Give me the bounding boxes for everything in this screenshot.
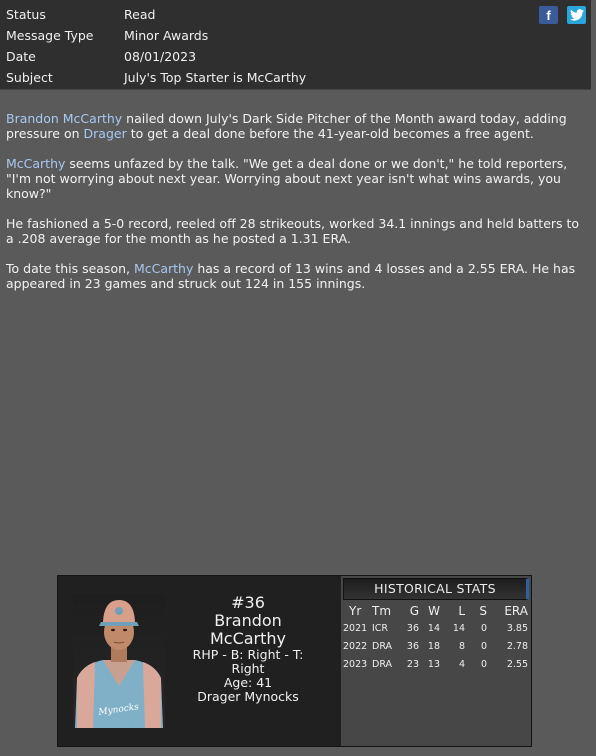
stat-year: 2023 bbox=[343, 659, 368, 670]
article-text: to get a deal done before the 41-year-old becomes a free agent. bbox=[126, 126, 534, 141]
subject-label: Subject bbox=[6, 70, 53, 85]
article-text: has a record of 13 wins and 4 losses and a 2.55 ERA. He has appeared in 23 games and struck out 124 in 155 innings. bbox=[6, 261, 576, 291]
stats-header-row bbox=[341, 603, 531, 621]
stat-w: 18 bbox=[427, 641, 440, 652]
article-text: seems unfazed by the talk. "We get a deal done or we don't," he told reporters, "I'm not worrying about next year. Worrying about next year isn't what wins awards, you know?" bbox=[6, 156, 568, 201]
player-info bbox=[178, 594, 318, 704]
col-header-w: W bbox=[428, 604, 440, 618]
player-first-name[interactable]: Brandon bbox=[214, 611, 282, 630]
col-header-s: S bbox=[479, 604, 487, 618]
historical-stats-title: HISTORICAL STATS bbox=[343, 578, 529, 600]
player-age: Age: 41 bbox=[223, 675, 273, 690]
stat-era: 2.78 bbox=[506, 641, 528, 652]
player-photo[interactable] bbox=[73, 594, 165, 728]
stat-year: 2022 bbox=[343, 641, 368, 652]
twitter-icon bbox=[570, 9, 584, 21]
player-bats-throws: RHP - B: Right - T: Right bbox=[192, 647, 304, 676]
subject-value: July's Top Starter is McCarthy bbox=[124, 70, 307, 85]
col-header-g: G bbox=[409, 604, 419, 618]
date-value: 08/01/2023 bbox=[124, 49, 197, 64]
stat-s: 0 bbox=[480, 623, 487, 634]
stat-year: 2021 bbox=[343, 623, 368, 634]
col-header-tm: Tm bbox=[372, 604, 392, 618]
player-link[interactable]: McCarthy bbox=[133, 261, 194, 276]
article-paragraph: He fashioned a 5-0 record, reeled off 28 strikeouts, worked 34.1 innings and held batters to a .208 average for the month as he posted a 1.31 ERA. bbox=[6, 216, 580, 246]
stat-g: 23 bbox=[406, 659, 419, 670]
player-last-name[interactable]: McCarthy bbox=[209, 629, 287, 648]
message-type-label: Message Type bbox=[6, 28, 94, 43]
historical-stats-panel bbox=[341, 576, 531, 746]
stat-team: ICR bbox=[372, 623, 389, 634]
stat-g: 36 bbox=[406, 641, 419, 652]
col-header-l: L bbox=[458, 604, 465, 618]
status-value: Read bbox=[124, 7, 156, 22]
col-header-era: ERA bbox=[504, 604, 528, 618]
team-link[interactable]: Drager bbox=[83, 126, 127, 141]
stats-table bbox=[341, 603, 531, 675]
message-type-value: Minor Awards bbox=[124, 28, 209, 43]
stat-era: 2.55 bbox=[506, 659, 528, 670]
stat-s: 0 bbox=[480, 641, 487, 652]
col-header-yr: Yr bbox=[349, 604, 362, 618]
article-body bbox=[6, 111, 586, 306]
stat-l: 8 bbox=[458, 641, 465, 652]
article-paragraph bbox=[6, 156, 586, 201]
facebook-icon: f bbox=[546, 7, 551, 23]
stat-w: 13 bbox=[427, 659, 440, 670]
stat-l: 4 bbox=[458, 659, 465, 670]
player-number: #36 bbox=[231, 593, 265, 612]
message-header bbox=[0, 0, 591, 90]
article-text: To date this season, bbox=[6, 261, 134, 276]
article-paragraph bbox=[6, 261, 586, 291]
facebook-share-button[interactable] bbox=[539, 6, 558, 24]
status-label: Status bbox=[6, 7, 46, 22]
stats-row bbox=[341, 639, 531, 657]
player-link[interactable]: McCarthy bbox=[6, 156, 66, 171]
article-paragraph bbox=[6, 111, 586, 141]
stat-team: DRA bbox=[372, 659, 393, 670]
stats-row bbox=[341, 621, 531, 639]
date-label: Date bbox=[6, 49, 36, 64]
stat-era: 3.85 bbox=[506, 623, 528, 634]
article-text: nailed down July's Dark Side Pitcher of the Month award today, adding pressure on bbox=[6, 111, 567, 141]
player-link[interactable]: Brandon McCarthy bbox=[6, 111, 123, 126]
player-card bbox=[57, 575, 532, 747]
player-team[interactable]: Drager Mynocks bbox=[197, 689, 299, 704]
stat-g: 36 bbox=[406, 623, 419, 634]
stat-team: DRA bbox=[372, 641, 393, 652]
stat-l: 14 bbox=[452, 623, 465, 634]
stat-w: 14 bbox=[427, 623, 440, 634]
jersey-logo: Mynocks bbox=[97, 702, 140, 718]
twitter-share-button[interactable] bbox=[567, 6, 586, 24]
stat-s: 0 bbox=[480, 659, 487, 670]
stats-row bbox=[341, 657, 531, 675]
